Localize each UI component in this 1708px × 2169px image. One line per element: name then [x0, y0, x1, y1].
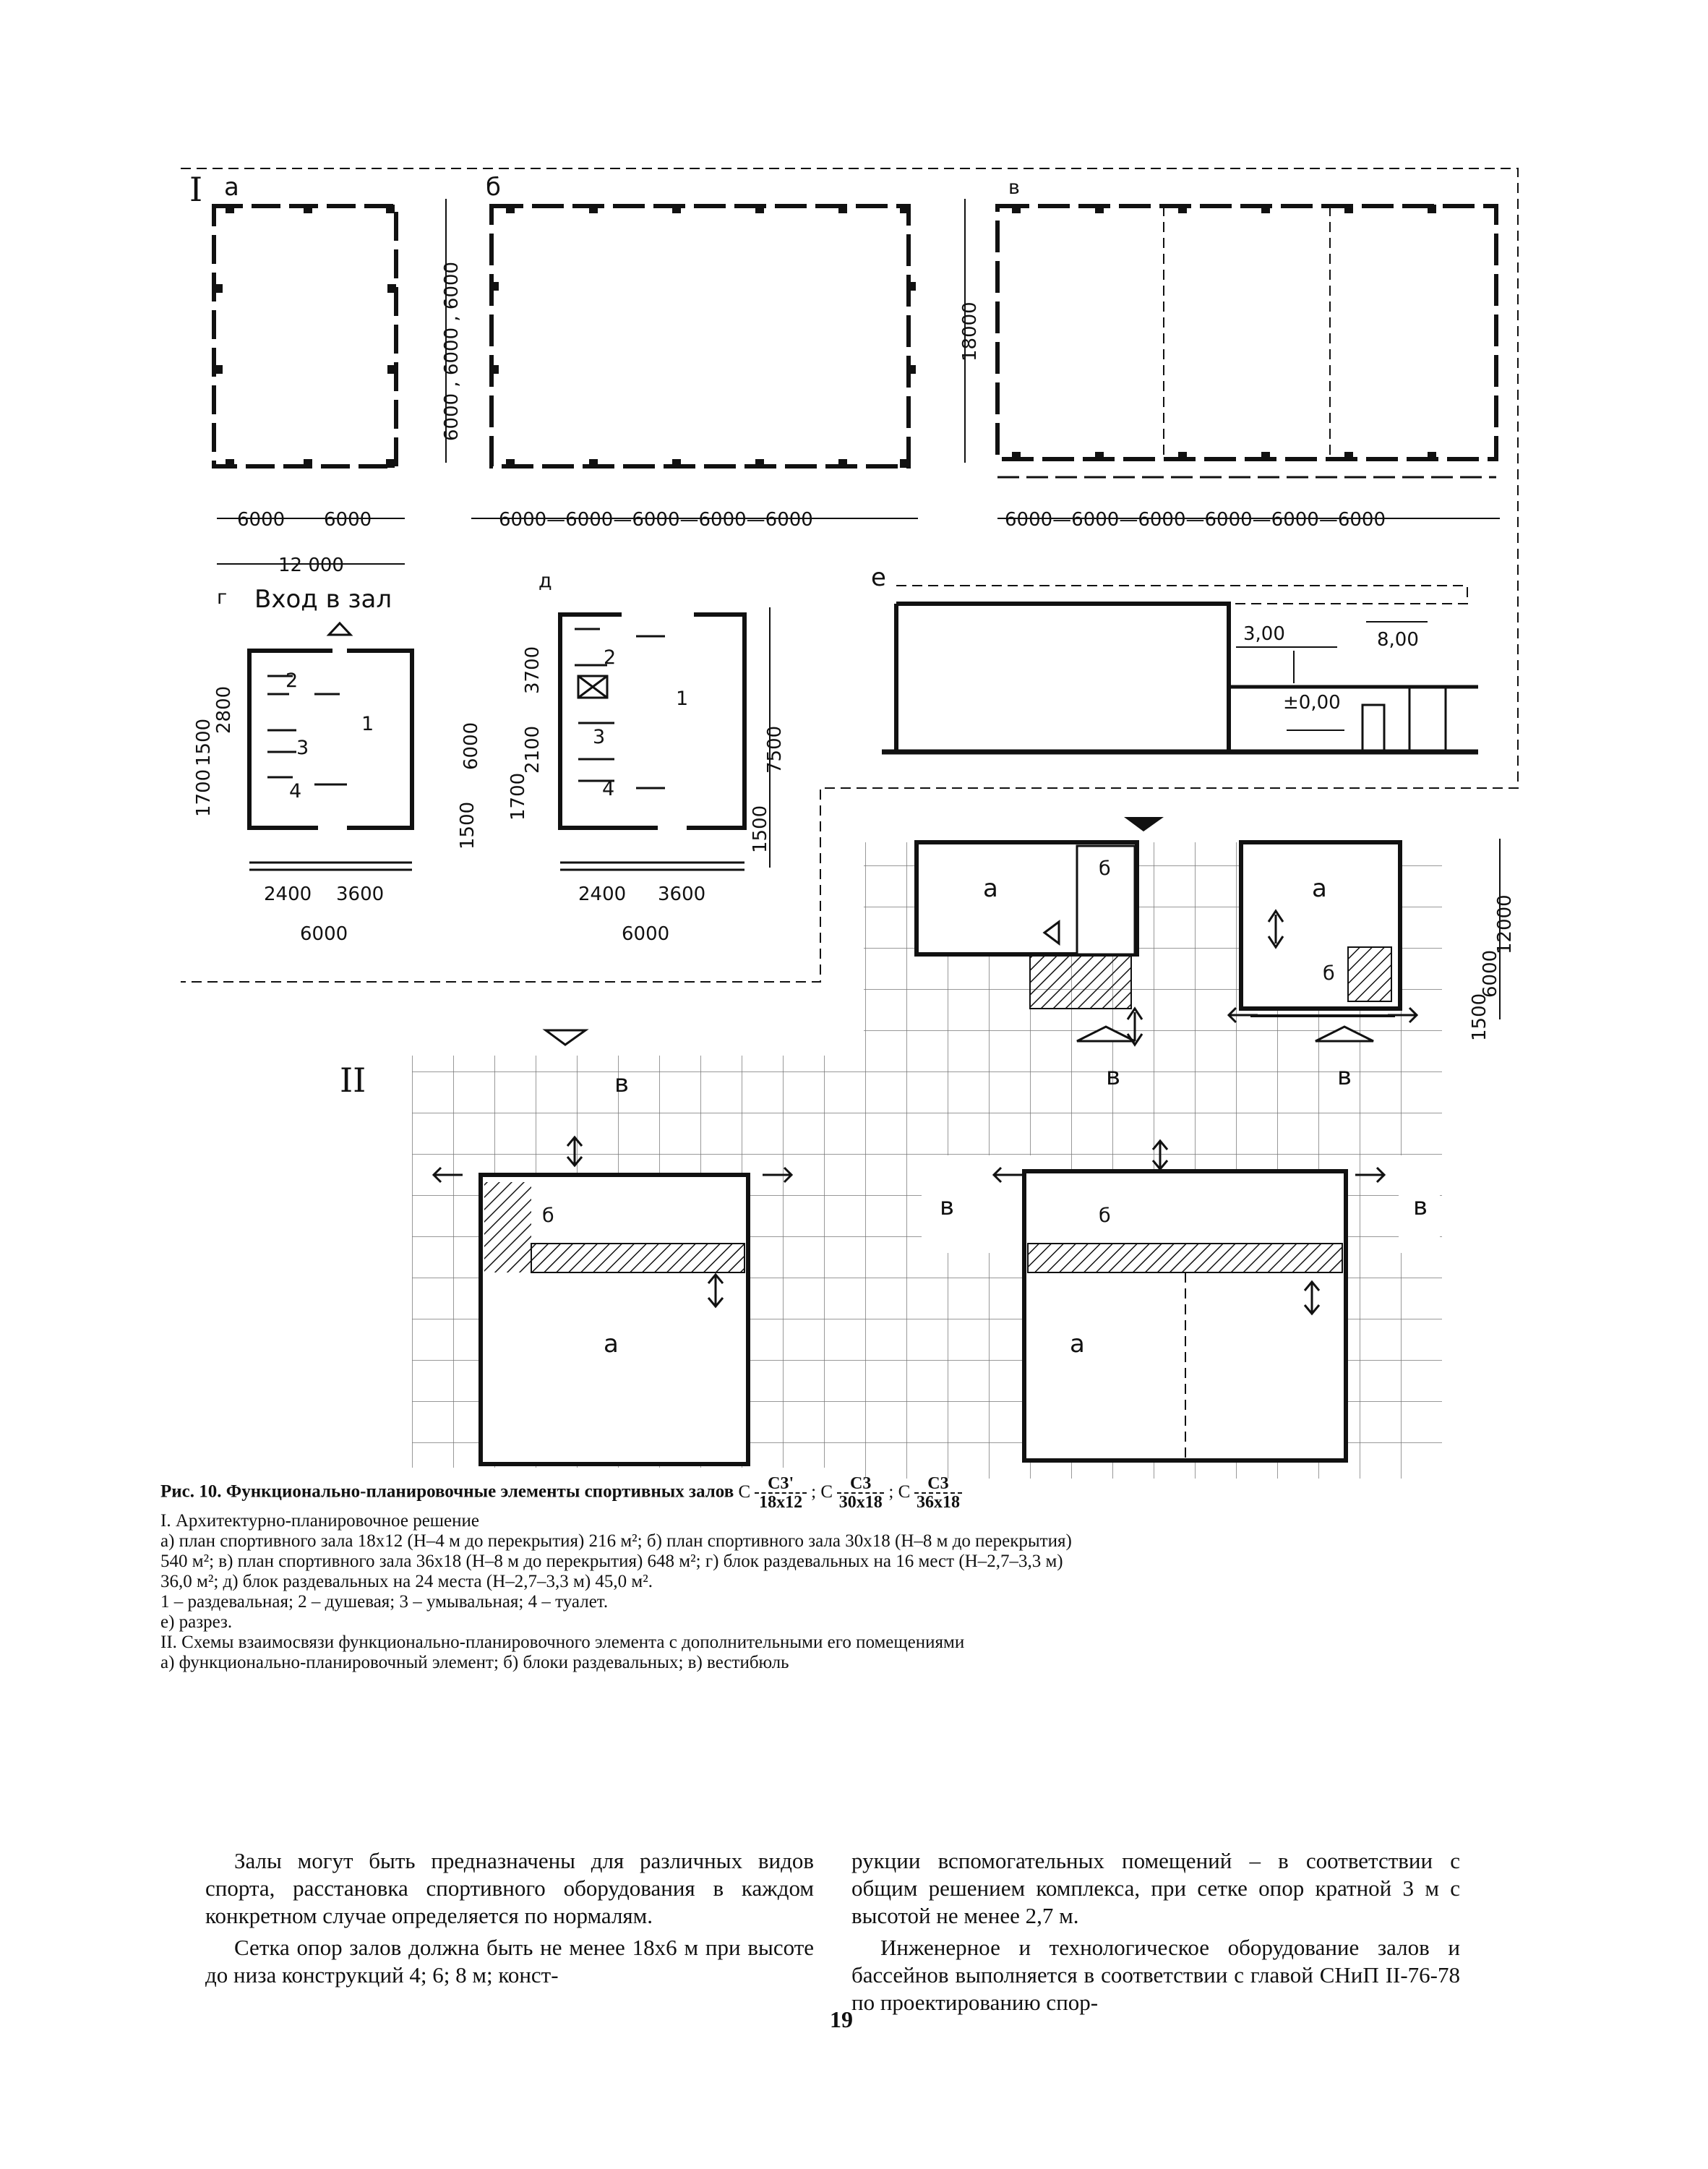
plan-d-letter: д	[538, 570, 552, 592]
svg-text:12000: 12000	[1494, 894, 1516, 954]
scheme-right-zone-v-4: в	[1413, 1192, 1428, 1221]
svg-text:4: 4	[602, 778, 615, 800]
svg-text:3600: 3600	[336, 884, 385, 905]
scheme-II-zone-v: в	[614, 1069, 630, 1098]
plan-v-bottom-dimension	[997, 509, 1500, 531]
plan-d	[560, 615, 744, 828]
figure-caption	[160, 1475, 1519, 1673]
plan-b	[490, 205, 916, 468]
caption-line: 36,0 м²; д) блок раздевальных на 24 места (H–2,7–3,3 м) 45,0 м².	[160, 1572, 653, 1591]
scheme-right-zone-a-1: а	[983, 874, 998, 903]
caption-line: а) план спортивного зала 18x12 (H–4 м до перекрытия) 216 м²; б) план спортивного зала 30x18 (H–8 м до перекрытия)	[160, 1531, 1072, 1551]
plan-a-bottom-dimension	[217, 509, 405, 576]
paragraph: Инженерное и технологическое оборудование залов и бассейнов выполняется в соответствии с главой СНиП II-76-78 по проектированию спор-	[851, 1935, 1460, 2015]
scheme-right-dimensions	[1469, 839, 1516, 1041]
scheme-II	[412, 1030, 864, 1468]
svg-text:2: 2	[286, 669, 299, 692]
plan-a-letter: а	[224, 173, 239, 202]
svg-text:6000: 6000	[237, 509, 286, 531]
svg-text:1: 1	[676, 688, 689, 710]
scheme-right-zone-v-1: в	[1106, 1062, 1121, 1091]
svg-text:1500: 1500	[193, 718, 215, 766]
svg-text:3: 3	[593, 726, 606, 748]
plan-g-entrance: Вход в зал	[254, 585, 392, 614]
section-e-level-2: 8,00	[1377, 629, 1419, 651]
paragraph: рукции вспомогательных помещений – в соответствии с общим решением комплекса, при сетке опор кратной 3 м с высотой не менее 2,7 м.	[851, 1848, 1460, 1928]
scheme-II-zone-a: а	[604, 1330, 619, 1359]
svg-text:2800: 2800	[213, 685, 235, 734]
svg-text:6000 , 6000 , 6000: 6000 , 6000 , 6000	[441, 261, 463, 441]
caption-line: 1 – раздевальная; 2 – душевая; 3 – умывальная; 4 – туалет.	[160, 1592, 609, 1612]
svg-text:2400: 2400	[578, 884, 627, 905]
svg-text:7500: 7500	[764, 725, 786, 774]
svg-text:6000: 6000	[460, 722, 482, 770]
scheme-right-zone-b-3: б	[1099, 1205, 1111, 1227]
formula-3: С $\frac{С3}{36x18}$	[898, 1482, 966, 1502]
svg-text:1500: 1500	[1469, 993, 1490, 1041]
section-e-letter: е	[871, 563, 886, 592]
plan-b-letter: б	[486, 173, 501, 202]
scheme-right	[864, 817, 1442, 1479]
body-column-right	[851, 1847, 1460, 2021]
section-e-level-1: 3,00	[1243, 623, 1285, 645]
section-II-label: II	[340, 1061, 366, 1100]
svg-text:6000: 6000	[300, 923, 348, 945]
svg-text:1: 1	[361, 713, 374, 735]
svg-text:6000: 6000	[622, 923, 670, 945]
section-e	[882, 586, 1478, 752]
plan-a-side-dimension	[441, 199, 463, 463]
plan-v-letter: в	[1008, 176, 1020, 199]
svg-text:3600: 3600	[658, 884, 706, 905]
plan-v	[997, 205, 1496, 477]
scheme-right-zone-v-3: в	[940, 1192, 955, 1221]
scheme-II-zone-b: б	[542, 1205, 554, 1227]
plan-g-dimensions	[193, 686, 482, 945]
paragraph: Сетка опор залов должна быть не менее 18x6 м при высоте до низа конструкций 4; 6; 8 м; конст-	[205, 1935, 814, 1988]
svg-text:6000—6000—6000—6000—6000: 6000—6000—6000—6000—6000	[499, 509, 813, 531]
svg-text:6000—6000—6000—6000—6000—6000: 6000—6000—6000—6000—6000—6000	[1005, 509, 1386, 531]
scheme-right-zone-a-2: а	[1312, 874, 1327, 903]
plan-a	[214, 205, 396, 468]
svg-text:1500: 1500	[457, 801, 479, 850]
scheme-right-zone-a-3: а	[1070, 1330, 1085, 1359]
svg-text:1700: 1700	[193, 769, 215, 817]
plan-g-letter: г	[217, 586, 228, 609]
section-I-label: I	[189, 170, 203, 209]
scheme-right-zone-v-2: в	[1337, 1062, 1352, 1091]
scheme-right-zone-b-1: б	[1099, 857, 1111, 880]
section-e-level-0: ±0,00	[1283, 692, 1341, 714]
svg-text:18000: 18000	[959, 301, 981, 362]
svg-text:6000: 6000	[1480, 949, 1501, 998]
svg-text:3: 3	[296, 737, 309, 759]
plan-b-bottom-dimension	[471, 509, 918, 531]
plan-b-side-dimension	[959, 199, 981, 463]
svg-text:2: 2	[604, 646, 617, 669]
caption-title-line	[160, 1475, 1519, 1511]
svg-text:12 000: 12 000	[278, 555, 344, 576]
svg-text:1700: 1700	[507, 772, 529, 821]
caption-title: Рис. 10. Функционально-планировочные элементы спортивных залов	[160, 1481, 734, 1502]
scheme-right-zone-b-2: б	[1323, 962, 1335, 985]
caption-line: I. Архитектурно-планировочное решение	[160, 1511, 479, 1531]
page-number: 19	[830, 2006, 853, 2032]
svg-text:1500: 1500	[750, 805, 771, 853]
plan-g	[249, 623, 412, 828]
svg-text:6000: 6000	[324, 509, 372, 531]
caption-line: 540 м²; в) план спортивного зала 36x18 (H–8 м до перекрытия) 648 м²; г) блок раздевальных на 16 мест (H–2,7–3,3 м)	[160, 1552, 1063, 1571]
svg-text:3700: 3700	[522, 646, 544, 694]
caption-line: е) разрез.	[160, 1612, 233, 1632]
svg-text:2400: 2400	[264, 884, 312, 905]
caption-line: а) функционально-планировочный элемент; б) блоки раздевальных; в) вестибюль	[160, 1653, 789, 1672]
svg-text:4: 4	[289, 780, 302, 803]
formula-1: С $\frac{С3'}{18x12}$ ;	[738, 1474, 817, 1512]
svg-text:2100: 2100	[522, 725, 544, 774]
formula-2: С $\frac{С3}{30x18}$ ;	[820, 1474, 894, 1512]
paragraph: Залы могут быть предназначены для различных видов спорта, расстановка спортивного оборудования в каждом конкретном случае определяется по нормалям.	[205, 1848, 814, 1928]
caption-line: II. Схемы взаимосвязи функционально-планировочного элемента с дополнительными его помещениями	[160, 1633, 965, 1652]
body-column-left	[205, 1847, 814, 1993]
